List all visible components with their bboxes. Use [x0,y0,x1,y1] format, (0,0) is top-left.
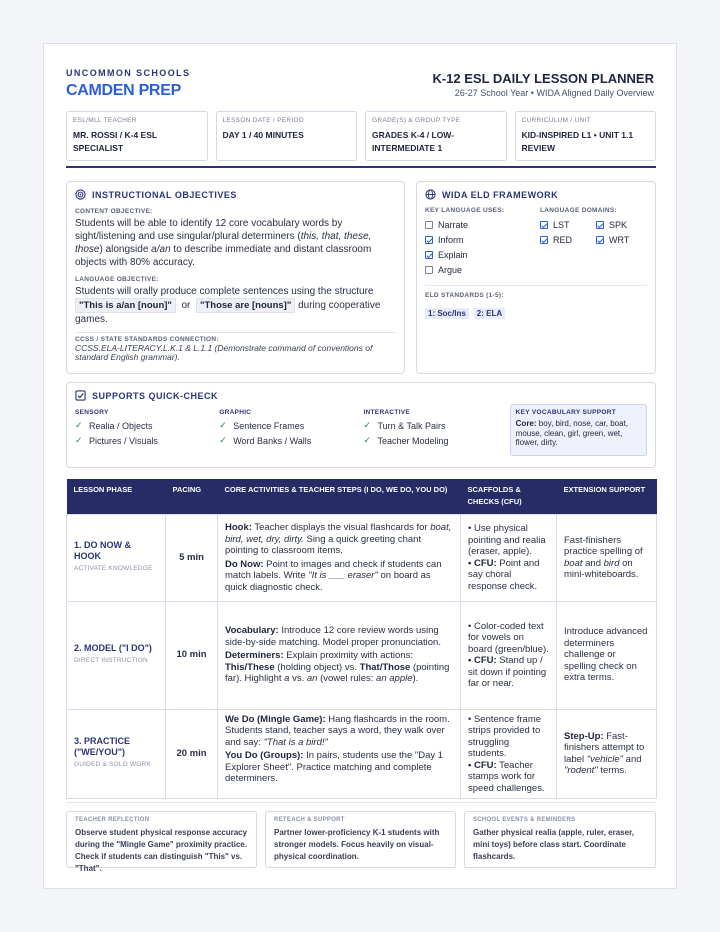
checkbox-checked-icon [425,251,433,259]
text-run: Stand up / sit down if pointing far or near. [468,655,547,689]
checkbox-label: Inform [438,234,464,245]
text-run: and [623,753,642,765]
text-run: Fast-finishers practice spelling of [564,534,643,557]
org-name: UNCOMMON SCHOOLS [66,68,191,78]
group-label: SENSORY [75,409,109,416]
use-narrate-checkbox[interactable] [425,217,540,232]
text-run: an apple [376,673,413,685]
support-item-label: Sentence Frames [233,420,305,431]
activity-step [225,559,453,594]
check-icon: ✓ [75,420,83,430]
text-run: "That is a bird!" [263,736,328,748]
checkbox-label: RED [553,234,573,245]
support-item [363,433,507,448]
checkbox-label: Narrate [438,219,469,230]
info-label: CURRICULUM / UNIT [521,117,591,124]
text-run: Point and say choral response check. [468,557,540,592]
text-run: "vehicle" [586,753,624,765]
text-run: Step-Up: [564,730,604,742]
school-events-box[interactable] [464,811,656,868]
uses-label: KEY LANGUAGE USES: [425,207,505,214]
text-run: You Do (Groups): [225,750,304,761]
text-run: and [582,557,604,569]
lesson-table [66,479,657,799]
text-run: Sing a quick greeting chant pointing to classroom items. [225,533,422,556]
phase-sub: DIRECT INSTRUCTION [74,657,148,665]
phase-cell [67,514,166,601]
domain-lst-checkbox[interactable] [540,217,596,232]
text-run: (vowel rules: [317,673,377,685]
support-group-graphic [219,409,363,456]
scaffold-item [468,760,549,795]
checkbox-label: LST [553,219,570,230]
language-uses [425,207,540,277]
text-run: ) alongside [99,244,152,255]
extension-cell [557,514,657,601]
objectives-title: INSTRUCTIONAL OBJECTIVES [92,189,237,200]
domains-grid [540,217,647,247]
eld-standards [425,285,647,321]
text-run: Vocabulary: [225,625,279,637]
text-run: on board as quick diagnostic check. [225,570,431,593]
text-run: on mini-whiteboards. [564,557,639,580]
scaffold-item: • Color-coded text for vowels on board (green/blue). [468,620,549,655]
vocab-list [516,419,641,448]
activities-clip [225,714,453,792]
checkbox-icon [75,390,86,401]
text-run: "rodent" [564,765,598,776]
checkbox-label: SPK [609,219,628,230]
domain-red-checkbox[interactable] [540,232,596,247]
column-header: SCAFFOLDS & CHECKS (CFU) [461,479,557,514]
support-item-label: Word Banks / Walls [233,435,312,446]
language-objective-text [75,285,396,326]
activities-cell [218,709,461,798]
wida-heading [425,189,647,200]
support-group-sensory [75,409,219,456]
pacing-cell: 20 min [166,709,218,798]
checkbox-label: Explain [438,249,468,260]
support-item [363,418,507,433]
footer-text: Gather physical realia (apple, ruler, eraser, mini toys) before class start. Coordinate flashcards. [473,828,634,861]
scaffold-item: • Use physical pointing and realia (eraser, apple). [468,523,546,557]
objectives-heading [75,189,396,200]
sentence-frame-chip: "Those are [nouns]" [196,298,295,313]
info-curriculum[interactable] [515,111,657,161]
text-run: ). [412,673,419,685]
activity-step [225,625,453,648]
info-value: GRADES K-4 / LOW-INTERMEDIATE 1 [372,130,454,153]
support-group-interactive [363,409,507,456]
group-label: INTERACTIVE [363,409,411,416]
check-icon: ✓ [363,420,371,430]
text-run: this, that, these, those [75,231,372,255]
text-run: Do Now: [225,558,264,570]
scaffolds-cell [461,709,557,798]
pacing-cell: 10 min [166,601,218,709]
wida-title: WIDA ELD FRAMEWORK [442,189,559,200]
ccss-label: CCSS / STATE STANDARDS CONNECTION: [75,336,219,343]
checkbox-icon [425,266,433,274]
standard-tag: 2: ELA [474,308,505,319]
header-divider [66,166,656,168]
info-teacher[interactable] [66,111,208,161]
activity-step [225,522,453,557]
text-run: boat [564,557,583,569]
phase-name: 3. PRACTICE ("WE/YOU") [74,736,131,758]
table-row [67,709,657,798]
text-run: boy, bird, nose, car, boat, mouse, clean, girl, green, wet, flower, dirty. [515,419,629,447]
use-explain-checkbox[interactable] [425,247,540,262]
text-run: • CFU: [468,557,497,569]
phase-sub: GUIDED & SOLO WORK [74,761,151,769]
phase-cell [67,601,166,709]
text-run: bird [603,557,620,569]
text-run: Core: [515,419,537,428]
text-run: Introduce 12 core review words using side-by-side matching. Model proper pronunciation. [225,625,441,648]
activities-cell [218,514,461,601]
checkbox-label: WRT [609,234,630,245]
check-icon: ✓ [363,435,371,445]
table-row [67,601,657,709]
column-header: LESSON PHASE [67,479,166,514]
ccss-section [75,332,396,362]
support-item [75,433,219,448]
text-run: • CFU: [468,655,497,666]
footer-label: SCHOOL EVENTS & REMINDERS [473,817,576,823]
support-item [219,433,363,448]
support-item-label: Realia / Objects [89,420,153,431]
phase-sub: ACTIVATE KNOWLEDGE [74,565,153,573]
supports-groups [75,409,647,456]
pacing-cell: 5 min [166,514,218,601]
text-run: That/Those [359,661,411,673]
wida-card [416,181,656,374]
scaffold-item [468,558,549,593]
column-header: CORE ACTIVITIES & TEACHER STEPS (I DO, WE DO, YOU DO) [218,479,461,514]
page-subtitle: 26-27 School Year • WIDA Aligned Daily Overview [454,88,654,98]
text-run: to describe immediate and distant classroom objects with 80% accuracy. [75,244,372,268]
key-vocabulary-box [510,404,647,456]
school-name: CAMDEN PREP [66,82,181,99]
text-run: (holding object) vs. [274,661,360,673]
text-run: (pointing far). Highlight [225,661,450,685]
support-item-label: Turn & Talk Pairs [377,420,446,431]
globe-icon [425,189,436,200]
table-header-row [67,479,657,514]
lesson-info-row [66,111,656,161]
text-run: Hang flashcards in the room. Students stand, teacher says a word, they walk over and say: [225,713,450,748]
info-label: GRADE(S) & GROUP TYPE [372,117,461,124]
use-argue-checkbox[interactable] [425,262,540,277]
checkbox-checked-icon [540,221,548,229]
ccss-text: CCSS.ELA-LITERACY.L.K.1 & L.1.1 (Demonstrate command of conventions of standard English grammar). [75,343,373,362]
text-run: Fast-finishers attempt to label [564,730,645,765]
activity-step [225,750,453,785]
scaffolds-cell [461,601,557,709]
activities-cell [218,601,461,709]
standard-tag: 1: Soc/Ins [425,308,469,319]
language-domains [540,207,647,277]
text-run: vs. [289,673,307,685]
text-run: • CFU: [468,759,497,771]
text-run: Students will orally produce complete sentences using the structure [75,286,374,297]
wida-columns [425,207,647,277]
supports-card [66,382,656,468]
text-run: terms. [597,765,627,776]
text-run: during cooperative games. [75,300,381,325]
text-run: or [181,300,191,311]
domain-wrt-checkbox[interactable] [596,232,646,247]
check-icon: ✓ [75,435,83,445]
info-date[interactable] [216,111,358,161]
standards-tags [425,303,647,321]
info-label: LESSON DATE / PERIOD [222,117,304,124]
checkbox-checked-icon [596,236,604,244]
sentence-frame-chip: "This is a/an [noun]" [75,298,176,313]
support-item [219,418,363,433]
standards-label: ELD STANDARDS (1-5): [425,292,504,299]
text-run: Teacher displays the visual flashcards for [251,522,431,533]
supports-title: SUPPORTS QUICK-CHECK [92,390,219,401]
text-run: In pairs, students use the "Day 1 Explorer Sheet". Practice matching and complete determiners. [225,750,444,784]
text-run: "It is ___ eraser" [308,570,378,581]
support-item-label: Teacher Modeling [377,435,449,446]
extension-cell: Introduce advanced determiners challenge or spelling check on extra terms. [557,601,657,709]
phase-name: 1. DO NOW & HOOK [74,540,132,562]
lesson-plan-sheet [43,43,677,889]
table-row [67,514,657,601]
domain-spk-checkbox[interactable] [596,217,646,232]
info-value: DAY 1 / 40 MINUTES [222,130,304,140]
text-run: an [306,673,318,685]
activity-step [225,714,453,749]
check-icon: ✓ [219,420,227,430]
info-value: MR. ROSSI / K-4 ESL SPECIALIST [73,130,157,153]
footer-text: Partner lower-proficiency K-1 students with stronger models. Focus heavily on visual-physical coordination. [274,828,440,861]
support-item [75,418,219,433]
activity-step [225,650,453,685]
footer-label: RETEACH & SUPPORT [274,817,345,823]
text-run: Point to images and check if students can match labels. Write [225,558,442,581]
use-inform-checkbox[interactable] [425,232,540,247]
scaffolds-cell [461,514,557,601]
target-icon [75,189,86,200]
phase-name: 2. MODEL ("I DO") [74,643,152,654]
checkbox-checked-icon [540,236,548,244]
page-title: K-12 ESL DAILY LESSON PLANNER [432,71,654,86]
scaffold-item: • Sentence frame strips provided to struggling students. [468,713,542,759]
scaffolds-clip [468,714,549,792]
footer-text: Observe student physical response accuracy during the "Mingle Game" proximity practice. Check if students can distinguish "This" vs. "That". [75,828,248,873]
teacher-reflection-box[interactable] [66,811,257,873]
text-run: Teacher stamps work for speed challenges. [468,759,545,794]
text-run: Students will be able to identify 12 core vocabulary words by sight/listening and use singular/plural determiners ( [75,218,343,242]
reteach-support-box[interactable] [265,811,456,868]
domains-label: LANGUAGE DOMAINS: [540,207,617,214]
content-objective-label: CONTENT OBJECTIVE: [75,208,153,215]
support-item-label: Pictures / Visuals [89,435,158,446]
vocab-label: KEY VOCABULARY SUPPORT [515,409,617,416]
checkbox-checked-icon [425,236,433,244]
check-icon: ✓ [219,435,227,445]
checkbox-checked-icon [596,221,604,229]
column-header: EXTENSION SUPPORT [557,479,657,514]
phase-cell [67,709,166,798]
checkbox-label: Argue [438,264,463,275]
language-objective-label: LANGUAGE OBJECTIVE: [75,276,159,283]
info-value: KID-INSPIRED L1 • UNIT 1.1 REVIEW [521,130,634,153]
text-run: Hook: [225,522,252,533]
text-run: boat, bird, wet, dry, dirty. [225,522,452,545]
supports-heading [75,390,647,401]
group-label: GRAPHIC [219,409,252,416]
text-run: a [284,673,290,685]
text-run: a/an [151,244,171,255]
info-label: ESL/MLL TEACHER [73,117,137,124]
text-run: Determiners: [225,650,284,662]
content-objective-text [75,217,396,269]
footer-label: TEACHER REFLECTION [75,817,150,823]
text-run: We Do (Mingle Game): [225,713,326,725]
scaffold-item [468,655,549,690]
extension-cell [557,709,657,798]
column-header: PACING [166,479,218,514]
checkbox-icon [425,221,433,229]
objectives-card [66,181,405,374]
footer-divider [66,802,656,803]
text-run: This/These [225,661,275,673]
info-grade[interactable] [365,111,507,161]
text-run: Explain proximity with actions: [283,650,413,662]
